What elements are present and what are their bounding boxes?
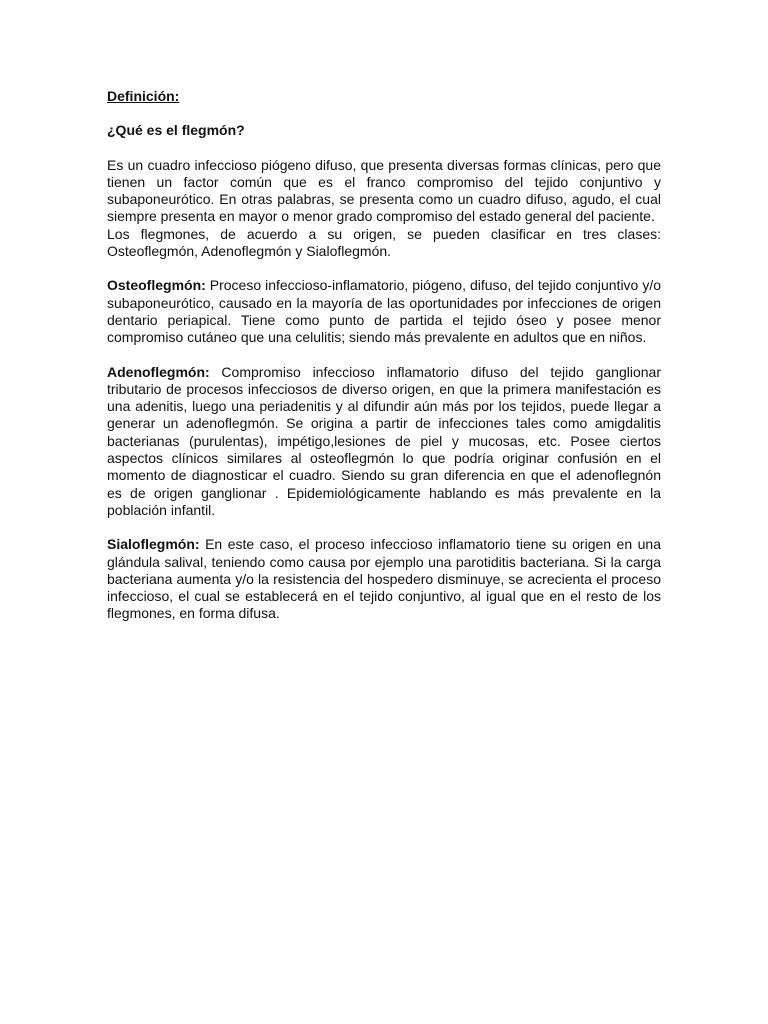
classification-paragraph: Los flegmones, de acuerdo a su origen, se pueden clasificar en tres clases: Osteoflegmón, Adenoflegmón y Sialoflegmón. <box>107 225 661 260</box>
osteoflegmon-term: Osteoflegmón: <box>107 277 206 294</box>
adenoflegmon-term: Adenoflegmón: <box>107 363 210 380</box>
osteoflegmon-text: Proceso infeccioso-inflamatorio, piógeno, difuso, del tejido conjuntivo y/o subaponeurótico, causado en la mayoría de las oportunidades por infecciones de origen dentario periapical. Tiene como punto de partida el tejido óseo y posee menor compromiso cutáneo que una celulitis; siendo más prevalente en adultos que en niños. <box>107 277 661 346</box>
question-heading: ¿Qué es el flegmón? <box>107 122 245 139</box>
sialoflegmon-term: Sialoflegmón: <box>107 536 200 553</box>
osteoflegmon-paragraph <box>107 277 661 346</box>
intro-paragraph: Es un cuadro infeccioso piógeno difuso, que presenta diversas formas clínicas, pero que tienen un factor común que es el franco compromiso del tejido conjuntivo y subaponeurótico. En otras palabras, se presenta como un cuadro difuso, agudo, el cual siempre presenta en mayor o menor grado compromiso del estado general del paciente. <box>107 156 661 225</box>
adenoflegmon-text: Compromiso infeccioso inflamatorio difuso del tejido ganglionar tributario de procesos infecciosos de diverso origen, en que la primera manifestación es una adenitis, luego una periadenitis y al difundir aún más por los tejidos, puede llegar a generar un adenoflegmón. Se origina a partir de infecciones tales como amigdalitis bacterianas (purulentas), impétigo,lesiones de piel y mucosas, etc. Posee ciertos aspectos clínicos similares al osteoflegmón lo que podría originar confusión en el momento de diagnosticar el cuadro. Siendo su gran diferencia en que el adenoflegnón es de origen ganglionar . Epidemiológicamente hablando es más prevalente en la población infantil. <box>107 363 661 518</box>
document-page <box>107 88 661 623</box>
sialoflegmon-paragraph <box>107 536 661 622</box>
definition-heading: Definición: <box>107 88 180 104</box>
sialoflegmon-text: En este caso, el proceso infeccioso inflamatorio tiene su origen en una glándula salival, teniendo como causa por ejemplo una parotiditis bacteriana. Si la carga bacteriana aumenta y/o la resistencia del hospedero disminuye, se acrecienta el proceso infeccioso, el cual se establecerá en el tejido conjuntivo, al igual que en el resto de los flegmones, en forma difusa. <box>107 536 661 622</box>
adenoflegmon-paragraph <box>107 364 661 520</box>
